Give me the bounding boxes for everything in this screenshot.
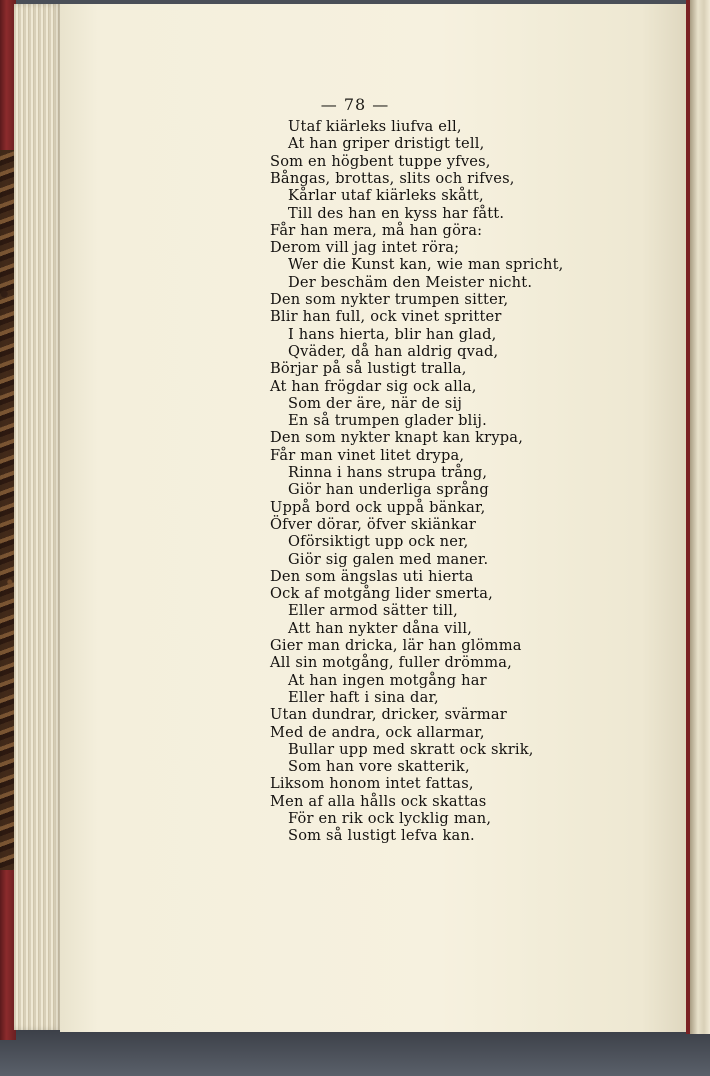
poem-line: All sin motgång, fuller drömma, bbox=[270, 654, 512, 672]
poem-line: Gier man dricka, lär han glömma bbox=[270, 637, 522, 654]
book-cover-right bbox=[686, 0, 690, 1034]
poem-line: Giör sig galen med maner. bbox=[288, 550, 489, 568]
poem-line: Qväder, då han aldrig qvad, bbox=[288, 342, 499, 360]
poem-line: Börjar på så lustigt tralla, bbox=[270, 360, 467, 378]
poem-line: Som en högbent tuppe yfves, bbox=[270, 152, 491, 170]
poem-line: Ock af motgång lider smerta, bbox=[270, 585, 493, 603]
poem-line: At han frögdar sig ock alla, bbox=[270, 377, 477, 395]
page-edges bbox=[14, 4, 62, 1030]
poem-line: Blir han full, ock vinet spritter bbox=[270, 308, 502, 326]
poem-line: Rinna i hans strupa trång, bbox=[288, 464, 488, 481]
poem-line: Derom vill jag intet röra; bbox=[270, 239, 460, 257]
poem-line: Med de andra, ock allarmar, bbox=[270, 723, 485, 741]
poem-line: Liksom honom intet fattas, bbox=[270, 775, 474, 793]
poem-line: Eller armod sätter till, bbox=[288, 602, 458, 620]
poem-line: Som så lustigt lefva kan. bbox=[288, 827, 475, 845]
poem-line: I hans hierta, blir han glad, bbox=[288, 325, 497, 343]
poem-line: Den som nykter knapt kan krypa, bbox=[270, 429, 524, 447]
poem-line: För en rik ock lycklig man, bbox=[288, 810, 492, 827]
poem-line: Men af alla hålls ock skattas bbox=[270, 792, 487, 810]
poem-line: Oförsiktigt upp ock ner, bbox=[288, 533, 469, 551]
poem-line: Öfver dörar, öfver skiänkar bbox=[270, 515, 477, 533]
poem-line: Till des han en kyss har fått. bbox=[288, 204, 505, 222]
poem-line: At han griper dristigt tell, bbox=[288, 135, 485, 153]
poem-line: At han ingen motgång har bbox=[288, 671, 487, 689]
poem-line: Eller haft i sina dar, bbox=[288, 688, 439, 706]
poem-line: Kårlar utaf kiärleks skått, bbox=[288, 187, 484, 205]
poem-line: Som der äre, när de sij bbox=[288, 394, 463, 412]
poem-line: Utaf kiärleks liufva ell, bbox=[288, 118, 462, 135]
poem-line: Der beschäm den Meister nicht. bbox=[288, 273, 533, 291]
poem-line: Som han vore skatterik, bbox=[288, 758, 470, 776]
poem-line: En så trumpen glader blij. bbox=[288, 412, 487, 430]
poem-line: Uppå bord ock uppå bänkar, bbox=[270, 498, 486, 516]
page-number: — 78 — bbox=[320, 95, 390, 114]
poem-line: Wer die Kunst kan, wie man spricht, bbox=[288, 256, 564, 274]
marbled-endpaper bbox=[0, 150, 14, 870]
poem-line: Den som ängslas uti hierta bbox=[270, 567, 474, 585]
poem-line: Giör han underliga språng bbox=[288, 481, 489, 499]
poem-line: Bångas, brottas, slits och rifves, bbox=[270, 169, 515, 187]
poem-line: Bullar upp med skratt ock skrik, bbox=[288, 740, 534, 758]
facing-page-edge bbox=[690, 0, 710, 1034]
poem-line: Att han nykter dåna vill, bbox=[288, 619, 473, 637]
poem-line: Utan dundrar, dricker, svärmar bbox=[270, 706, 507, 724]
poem-line: Får man vinet litet drypa, bbox=[270, 446, 465, 464]
table-surface bbox=[0, 1030, 710, 1076]
poem-line: Den som nykter trumpen sitter, bbox=[270, 291, 509, 308]
poem-line: Får han mera, må han göra: bbox=[270, 221, 483, 239]
